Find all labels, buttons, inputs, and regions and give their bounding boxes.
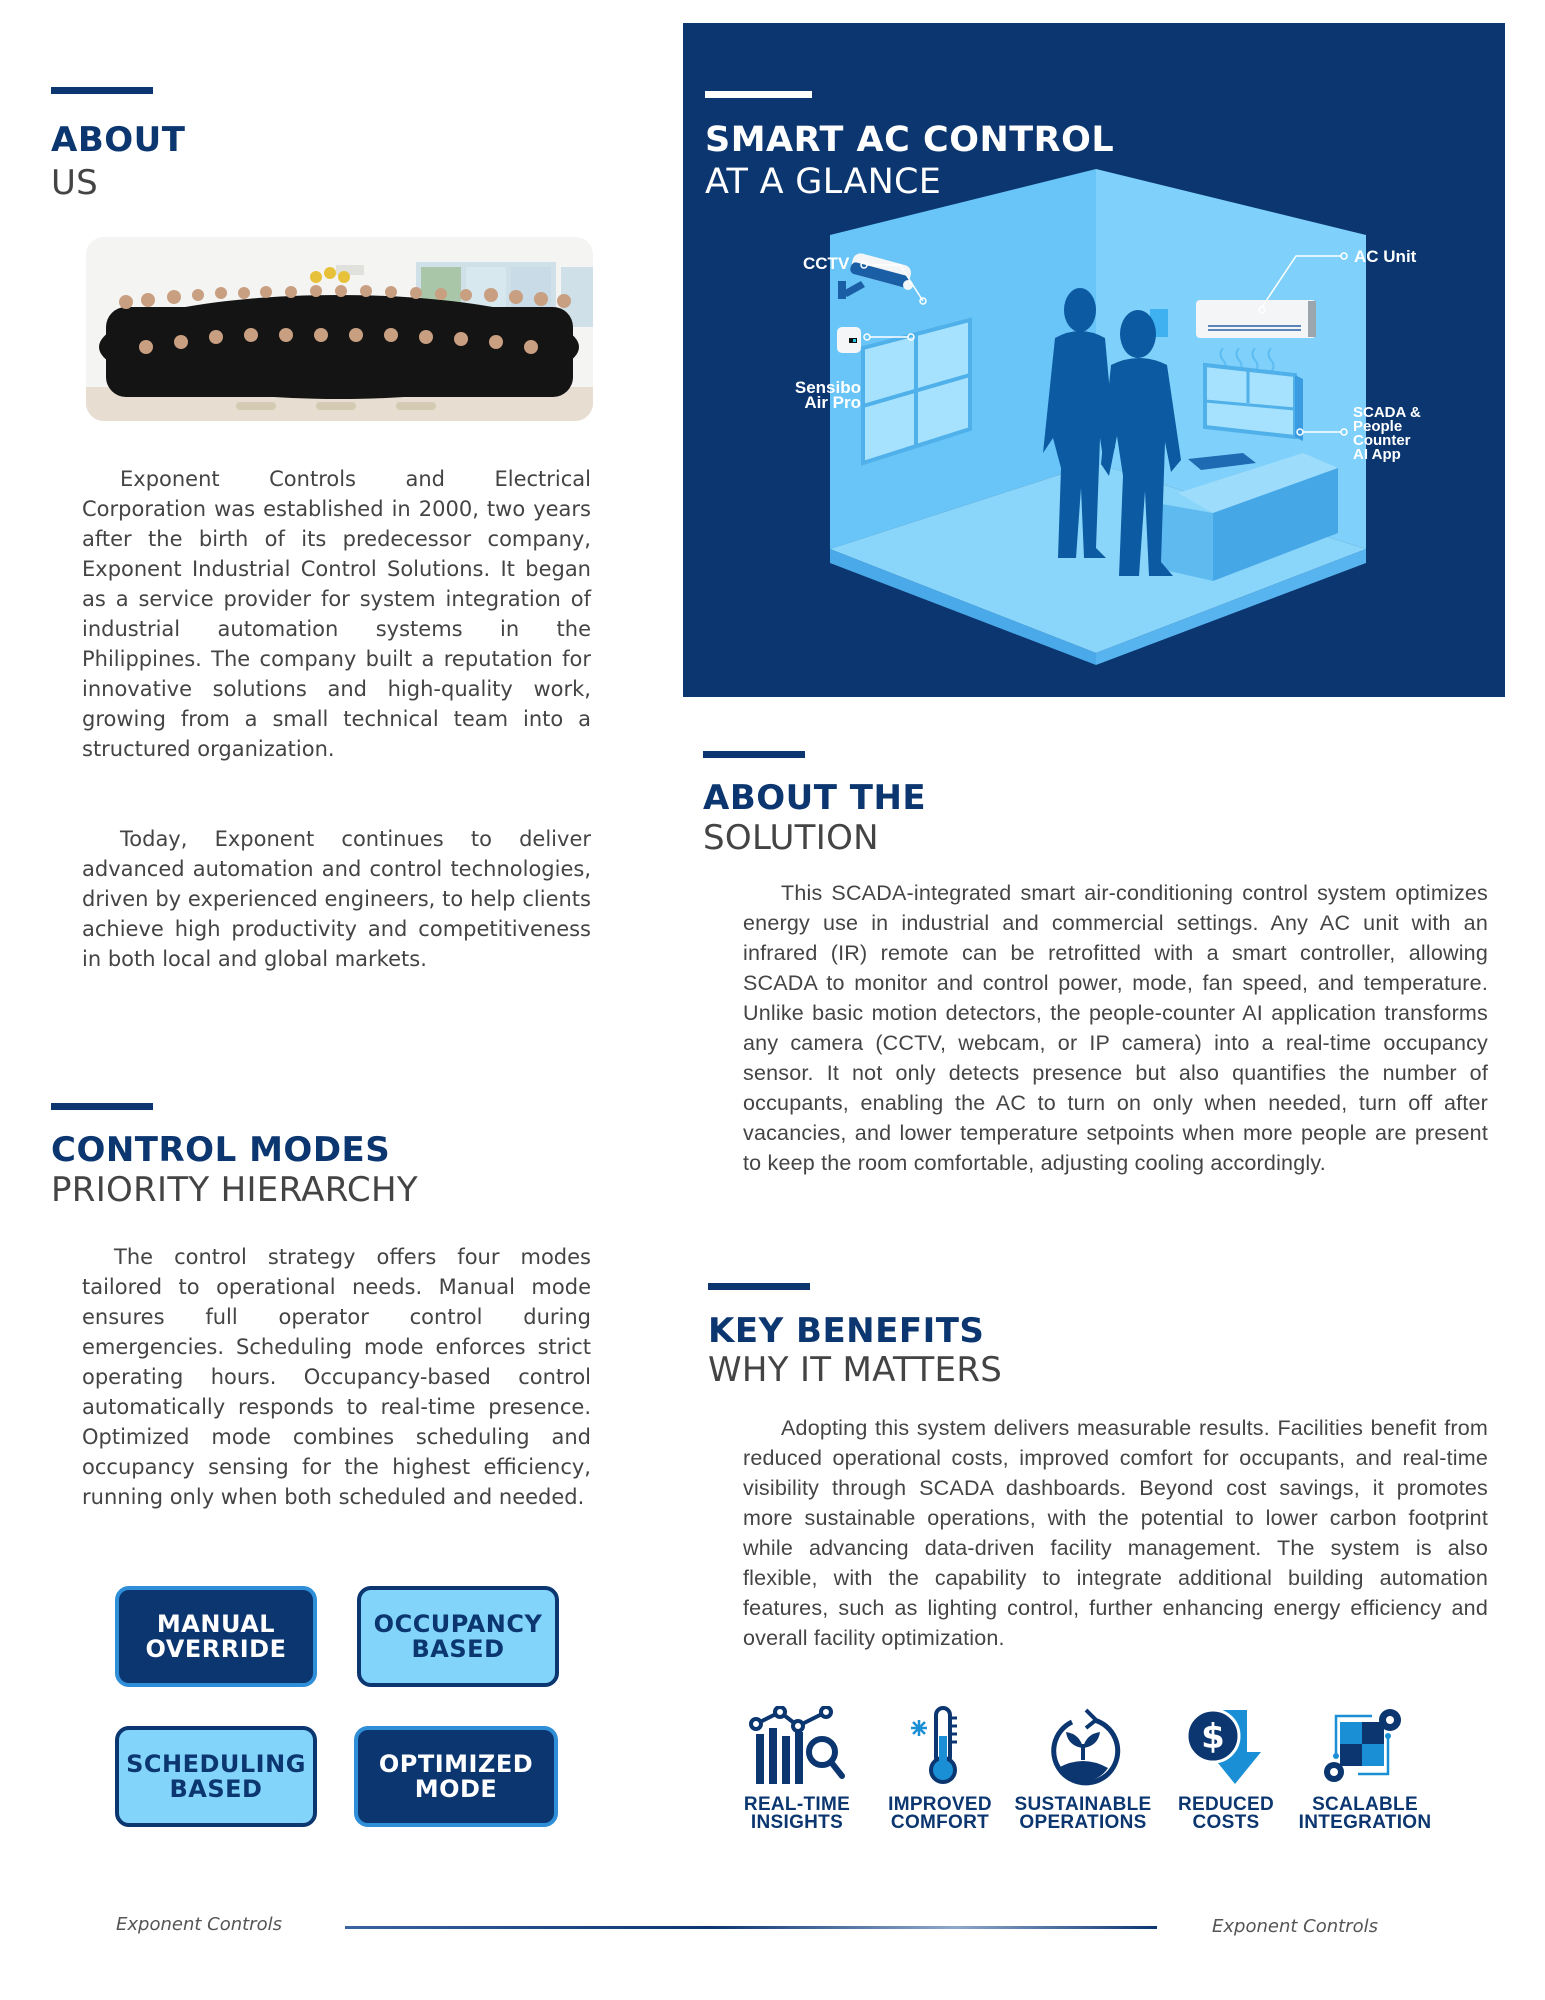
benefit-label-line-2: COMFORT bbox=[890, 1812, 990, 1833]
footer-right: Exponent Controls bbox=[1212, 1916, 1378, 1937]
callout-sensibo-line-2: Air Pro bbox=[804, 393, 861, 412]
benefit-label-line-1: REAL-TIME bbox=[743, 1794, 851, 1815]
callout-scada-line-4: AI App bbox=[1353, 446, 1401, 463]
mode-occupancy-line-1: OCCUPANCY bbox=[373, 1609, 543, 1638]
team-photo-illustration bbox=[86, 237, 593, 421]
section-divider bbox=[51, 1103, 153, 1110]
benefit-label-line-2: INSIGHTS bbox=[750, 1812, 844, 1833]
about-us-paragraph-2: Today, Exponent continues to deliver advanced automation and control technologies, driven by experienced engineers, to help clients achieve high productivity and competitiveness in both local and global markets. bbox=[82, 827, 591, 971]
section-divider bbox=[708, 1283, 810, 1290]
callout-cctv: CCTV bbox=[803, 254, 850, 273]
smart-ac-title: SMART AC CONTROL bbox=[705, 120, 1115, 160]
benefit-scalable-integration bbox=[1295, 1706, 1435, 1832]
dollar-down-icon bbox=[1171, 1706, 1281, 1786]
benefit-improved-comfort bbox=[870, 1706, 1010, 1832]
callout-scada-line-3: Counter bbox=[1353, 432, 1411, 449]
mode-occupancy-line-2: BASED bbox=[411, 1634, 505, 1663]
about-us-paragraph-1: Exponent Controls and Electrical Corporation was established in 2000, two years after the birth of its predecessor company, Exponent Industrial Control Solutions. It began as a service provider for system integration of industrial automation systems in the Philippines. The company built a reputation for innovative solutions and high-quality work, growing from a small technical team into a structured organization. bbox=[82, 467, 591, 761]
key-benefits-title: KEY BENEFITS bbox=[708, 1311, 985, 1351]
mode-occupancy-based bbox=[357, 1586, 559, 1687]
callout-scada bbox=[1353, 406, 1421, 462]
benefit-label-line-1: REDUCED bbox=[1177, 1794, 1275, 1815]
benefit-label-line-2: OPERATIONS bbox=[1019, 1812, 1147, 1833]
footer-divider bbox=[345, 1926, 1157, 1929]
about-solution-subtitle: SOLUTION bbox=[703, 818, 879, 858]
benefit-label-line-1: IMPROVED bbox=[888, 1794, 992, 1815]
mode-scheduling-based bbox=[115, 1726, 317, 1827]
smart-ac-panel bbox=[683, 23, 1505, 697]
mode-manual-line-2: OVERRIDE bbox=[145, 1634, 287, 1663]
about-us-subtitle: US bbox=[51, 163, 99, 203]
about-solution-title: ABOUT THE bbox=[703, 778, 927, 818]
room-illustration bbox=[683, 23, 1505, 697]
footer-left: Exponent Controls bbox=[116, 1914, 282, 1935]
benefit-reduced-costs bbox=[1156, 1706, 1296, 1832]
smart-ac-subtitle: AT A GLANCE bbox=[705, 162, 942, 202]
thermometer-snowflake-icon bbox=[885, 1706, 995, 1786]
callout-sensibo-line-1: Sensibo bbox=[794, 378, 861, 397]
mode-optimized-line-2: MODE bbox=[414, 1774, 498, 1803]
mode-optimized-line-1: OPTIMIZED bbox=[378, 1749, 534, 1778]
benefit-sustainable-operations bbox=[1013, 1706, 1153, 1832]
about-us-title: ABOUT bbox=[51, 120, 186, 160]
control-modes-paragraph: The control strategy offers four modes tailored to operational needs. Manual mode ensures full operator control during emergencies. Scheduling mode enforces strict operating hours. Occupancy-based control automatically responds to real-time presence. Optimized mode combines scheduling and occupancy sensing for the highest efficiency, running only when both scheduled and needed. bbox=[82, 1245, 591, 1509]
benefit-label-line-1: SCALABLE bbox=[1312, 1794, 1418, 1815]
mode-manual-line-1: MANUAL bbox=[156, 1609, 276, 1638]
mode-scheduling-line-2: BASED bbox=[169, 1774, 263, 1803]
mode-optimized bbox=[354, 1726, 558, 1827]
chart-magnifier-icon bbox=[742, 1706, 852, 1786]
callout-sensibo bbox=[786, 380, 861, 410]
mode-manual-override bbox=[115, 1586, 317, 1687]
team-photo bbox=[86, 237, 593, 421]
puzzle-gears-icon bbox=[1310, 1706, 1420, 1786]
control-modes-subtitle: PRIORITY HIERARCHY bbox=[51, 1170, 418, 1210]
benefit-label-line-1: SUSTAINABLE bbox=[1014, 1794, 1152, 1815]
about-solution-paragraph: This SCADA-integrated smart air-conditioning control system optimizes energy use in industrial and commercial settings. Any AC unit with an infrared (IR) remote can be retrofitted with a smart controller, allowing SCADA to monitor and control power, mode, fan speed, and temperature. Unlike basic motion detectors, the people-counter AI application transforms any camera (CCTV, webcam, or IP camera) into a real-time occupancy sensor. It not only detects presence but also quantifies the number of occupants, enabling the AC to turn on only when needed, turn off after vacancies, and lower temperature setpoints when more people are present to keep the room comfortable, adjusting cooling accordingly. bbox=[743, 881, 1488, 1175]
section-divider bbox=[703, 751, 805, 758]
key-benefits-subtitle: WHY IT MATTERS bbox=[708, 1350, 1003, 1390]
mode-scheduling-line-1: SCHEDULING bbox=[126, 1749, 306, 1778]
benefit-label-line-2: COSTS bbox=[1192, 1812, 1260, 1833]
svg-text:$: $ bbox=[1201, 1717, 1225, 1757]
callout-ac-unit: AC Unit bbox=[1354, 247, 1417, 266]
benefit-real-time-insights bbox=[727, 1706, 867, 1832]
control-modes-title: CONTROL MODES bbox=[51, 1130, 391, 1170]
section-divider bbox=[51, 87, 153, 94]
key-benefits-paragraph: Adopting this system delivers measurable results. Facilities benefit from reduced operational costs, improved comfort for occupants, and real-time visibility through SCADA dashboards. Beyond cost savings, it promotes more sustainable operations, with the potential to lower carbon footprint while advancing data-driven facility management. The system is also flexible, with the capability to integrate additional building automation features, such as lighting control, further enhancing energy efficiency and overall facility optimization. bbox=[743, 1416, 1488, 1650]
sprout-cycle-icon bbox=[1028, 1706, 1138, 1786]
callout-scada-line-2: People bbox=[1353, 418, 1403, 435]
benefit-label-line-2: INTEGRATION bbox=[1298, 1812, 1432, 1833]
callout-scada-line-1: SCADA & bbox=[1353, 404, 1421, 421]
sensibo-device-icon bbox=[837, 327, 861, 353]
